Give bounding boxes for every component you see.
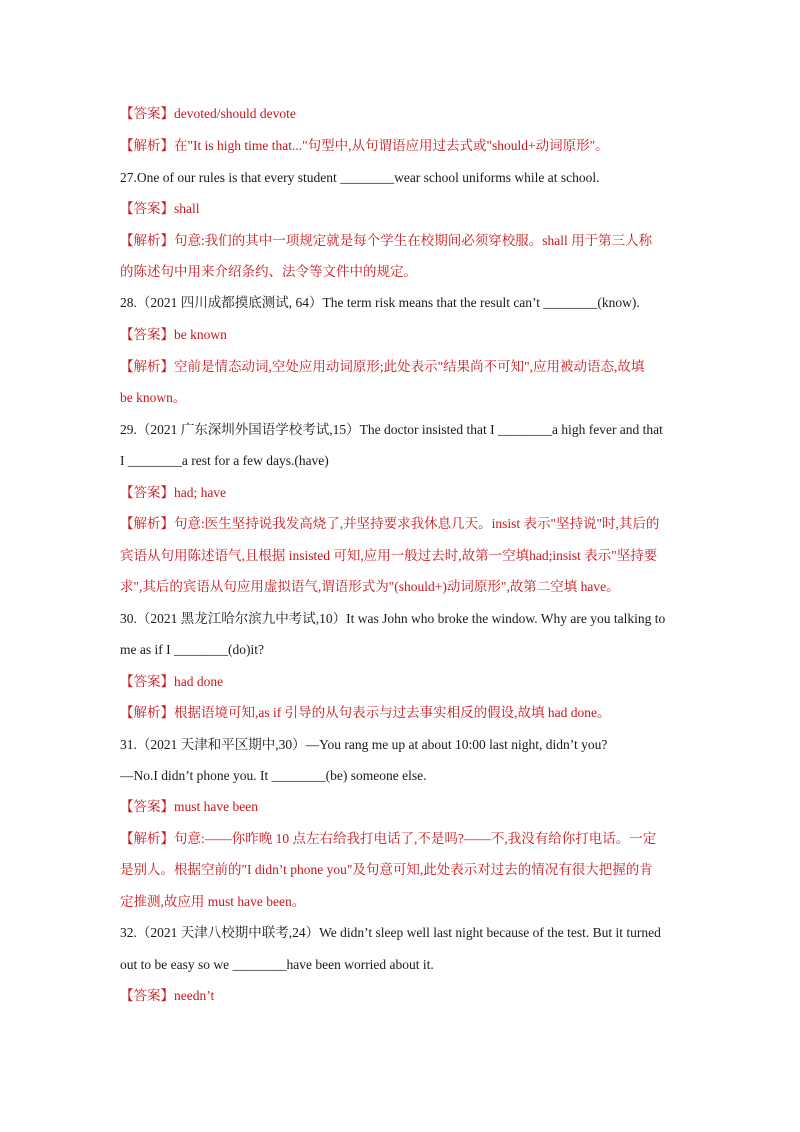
question-32: 32.（2021 天津八校期中联考,24）We didn’t sleep well last night because of the test. But it turned (120, 925, 661, 940)
analysis-line: 【解析】句意:我们的其中一项规定就是每个学生在校期间必须穿校服。shall 用于第三人称 (120, 233, 653, 248)
question-31: 31.（2021 天津和平区期中,30）—You rang me up at about 10:00 last night, didn’t you? (120, 737, 608, 752)
answer-line: 【答案】had done (120, 674, 224, 689)
question-28: 28.（2021 四川成都摸底测试, 64）The term risk means that the result can’t ________(know). (120, 295, 640, 310)
analysis-line-cont: 求",其后的宾语从句应用虚拟语气,谓语形式为"(should+)动词原形",故第二空填 have。 (120, 579, 620, 594)
analysis-line-cont: 宾语从句用陈述语气,且根据 insisted 可知,应用一般过去时,故第一空填had;insist 表示"坚持要 (120, 548, 658, 563)
analysis-line: 【解析】空前是情态动词,空处应用动词原形;此处表示"结果尚不可知",应用被动语态,故填 (120, 359, 645, 374)
analysis-line-cont: 是别人。根据空前的"I didn’t phone you"及句意可知,此处表示对过去的情况有很大把握的肯 (120, 862, 653, 877)
analysis-line: 【解析】句意:医生坚持说我发高烧了,并坚持要求我休息几天。insist 表示"坚持说"时,其后的 (120, 516, 660, 531)
question-29: 29.（2021 广东深圳外国语学校考试,15）The doctor insisted that I ________a high fever and that (120, 422, 663, 437)
analysis-line: 【解析】句意:——你昨晚 10 点左右给我打电话了,不是吗?——不,我没有给你打电话。一定 (120, 831, 657, 846)
analysis-line-cont: be known。 (120, 390, 187, 405)
answer-line: 【答案】needn’t (120, 988, 215, 1003)
answer-line: 【答案】shall (120, 201, 200, 216)
answer-line: 【答案】must have been (120, 799, 258, 814)
question-31-cont: —No.I didn’t phone you. It ________(be) someone else. (120, 768, 427, 783)
analysis-line-cont: 的陈述句中用来介绍条约、法令等文件中的规定。 (120, 264, 417, 279)
question-29-cont: I ________a rest for a few days.(have) (120, 453, 329, 468)
question-30: 30.（2021 黑龙江哈尔滨九中考试,10）It was John who broke the window. Why are you talking to (120, 611, 666, 626)
answer-line: 【答案】be known (120, 327, 227, 342)
analysis-line: 【解析】根据语境可知,as if 引导的从句表示与过去事实相反的假设,故填 had done。 (120, 705, 611, 720)
question-30-cont: me as if I ________(do)it? (120, 642, 264, 657)
answer-line: 【答案】devoted/should devote (120, 106, 296, 121)
analysis-line: 【解析】在"It is high time that..."句型中,从句谓语应用过去式或"should+动词原形"。 (120, 138, 609, 153)
analysis-line-cont: 定推测,故应用 must have been。 (120, 894, 306, 909)
question-27: 27.One of our rules is that every student ________wear school uniforms while at school. (120, 170, 600, 185)
question-32-cont: out to be easy so we ________have been worried about it. (120, 957, 434, 972)
answer-line: 【答案】had; have (120, 485, 227, 500)
